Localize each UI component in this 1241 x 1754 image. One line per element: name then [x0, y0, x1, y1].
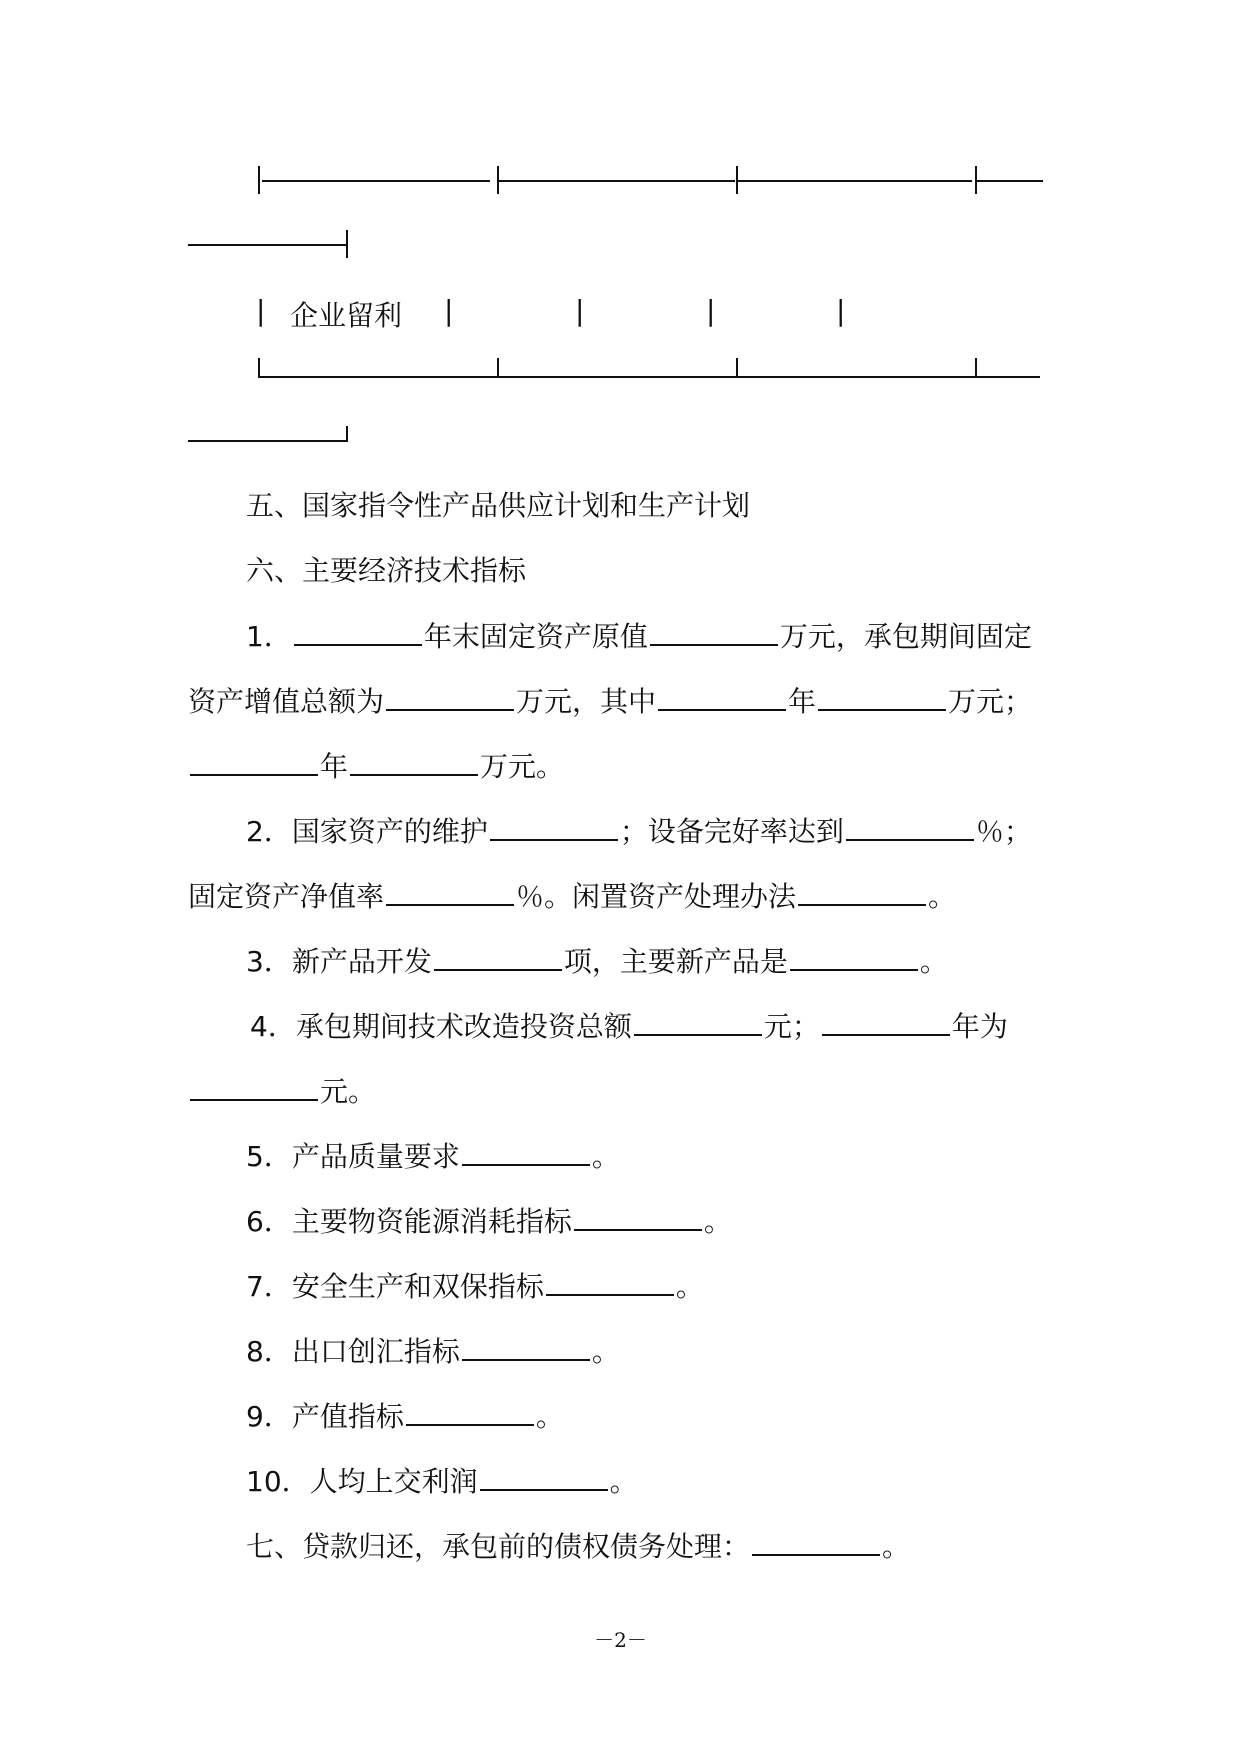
table-row — [0, 294, 1241, 334]
blank-field[interactable] — [798, 878, 926, 906]
blank-field[interactable] — [434, 943, 562, 971]
item-7 — [246, 1268, 704, 1305]
blank-field[interactable] — [658, 683, 786, 711]
blank-field[interactable] — [790, 943, 918, 971]
item-text: 。 — [609, 1465, 638, 1498]
item-text: 。 — [591, 1335, 620, 1368]
item-text: 。 — [703, 1205, 732, 1238]
item-1-line-3 — [188, 748, 564, 785]
item-8 — [246, 1333, 620, 1370]
item-1-line-2 — [188, 683, 1032, 720]
item-number: 9． — [246, 1400, 292, 1433]
item-text: 安全生产和双保指标 — [291, 1270, 544, 1303]
cell-separator: | — [836, 294, 846, 327]
item-text: 年 — [320, 750, 349, 783]
item-text: 。 — [675, 1270, 704, 1303]
item-text: 年为 — [951, 1010, 1008, 1043]
table-row-label: 企业留利 — [290, 299, 403, 332]
item-text: 主要物资能源消耗指标 — [291, 1205, 572, 1238]
blank-field[interactable] — [546, 1268, 674, 1296]
blank-field[interactable] — [752, 1528, 880, 1556]
item-text: 承包期间技术改造投资总额 — [295, 1010, 632, 1043]
item-1-line-1 — [246, 618, 1032, 655]
item-number: 7． — [246, 1270, 292, 1303]
item-text: 固定资产净值率 — [188, 880, 385, 913]
blank-field[interactable] — [386, 683, 514, 711]
item-text: 万元； — [948, 685, 1033, 718]
section-5-heading: 五、国家指令性产品供应计划和生产计划 — [246, 489, 751, 522]
item-text: 新产品开发 — [291, 945, 432, 978]
item-number: 3． — [246, 945, 292, 978]
blank-field[interactable] — [190, 1073, 318, 1101]
blank-field[interactable] — [462, 1333, 590, 1361]
item-5 — [246, 1138, 620, 1175]
item-text: 项，主要新产品是 — [563, 945, 788, 978]
item-text: 元。 — [320, 1075, 377, 1108]
blank-field[interactable] — [650, 618, 778, 646]
blank-field[interactable] — [294, 618, 422, 646]
blank-field[interactable] — [574, 1203, 702, 1231]
item-text: 年末固定资产原值 — [423, 620, 648, 653]
item-3 — [246, 943, 948, 980]
item-text: 国家资产的维护 — [291, 815, 488, 848]
item-number: 10． — [246, 1465, 310, 1498]
blank-field[interactable] — [822, 1008, 950, 1036]
item-text: 资产增值总额为 — [188, 685, 385, 718]
item-number: 2． — [246, 815, 292, 848]
page-number: －2－ — [594, 1628, 647, 1652]
item-text: 万元，承包期间固定 — [779, 620, 1032, 653]
item-text: 年 — [788, 685, 817, 718]
blank-field[interactable] — [634, 1008, 762, 1036]
item-text: ％； — [975, 815, 1032, 848]
item-number: 1． — [246, 620, 292, 653]
section-7-heading — [246, 1528, 910, 1565]
blank-field[interactable] — [190, 748, 318, 776]
item-4-line-1 — [250, 1008, 1008, 1045]
section-6-heading: 六、主要经济技术指标 — [246, 554, 527, 587]
cell-separator: | — [575, 294, 585, 327]
item-text: 产值指标 — [291, 1400, 404, 1433]
blank-field[interactable] — [462, 1138, 590, 1166]
item-2-line-1 — [246, 813, 1032, 850]
item-text: 出口创汇指标 — [291, 1335, 460, 1368]
item-text: ；设备完好率达到 — [619, 815, 844, 848]
item-text: 。 — [591, 1140, 620, 1173]
item-9 — [246, 1398, 564, 1435]
item-number: 5． — [246, 1140, 292, 1173]
item-text: 元； — [763, 1010, 820, 1043]
blank-field[interactable] — [350, 748, 478, 776]
item-text: 。 — [919, 945, 948, 978]
item-text: 万元。 — [480, 750, 565, 783]
item-text: 。 — [535, 1400, 564, 1433]
blank-field[interactable] — [406, 1398, 534, 1426]
item-text: 产品质量要求 — [291, 1140, 460, 1173]
item-text: 。 — [928, 880, 957, 913]
item-number: 6． — [246, 1205, 292, 1238]
item-4-line-2 — [188, 1073, 376, 1110]
blank-field[interactable] — [490, 813, 618, 841]
item-10 — [246, 1463, 638, 1500]
blank-field[interactable] — [846, 813, 974, 841]
item-6 — [246, 1203, 732, 1240]
item-number: 4． — [250, 1010, 296, 1043]
cell-separator: | — [256, 294, 266, 327]
cell-separator: | — [444, 294, 454, 327]
cell-separator: | — [706, 294, 716, 327]
item-text: ％。闲置资产处理办法 — [516, 880, 797, 913]
item-text: 七、贷款归还，承包前的债权债务处理： — [246, 1530, 751, 1563]
item-text: 。 — [882, 1530, 911, 1563]
item-text: 人均上交利润 — [309, 1465, 478, 1498]
blank-field[interactable] — [818, 683, 946, 711]
item-number: 8． — [246, 1335, 292, 1368]
blank-field[interactable] — [480, 1463, 608, 1491]
item-2-line-2 — [188, 878, 956, 915]
item-text: 万元，其中 — [516, 685, 657, 718]
blank-field[interactable] — [386, 878, 514, 906]
